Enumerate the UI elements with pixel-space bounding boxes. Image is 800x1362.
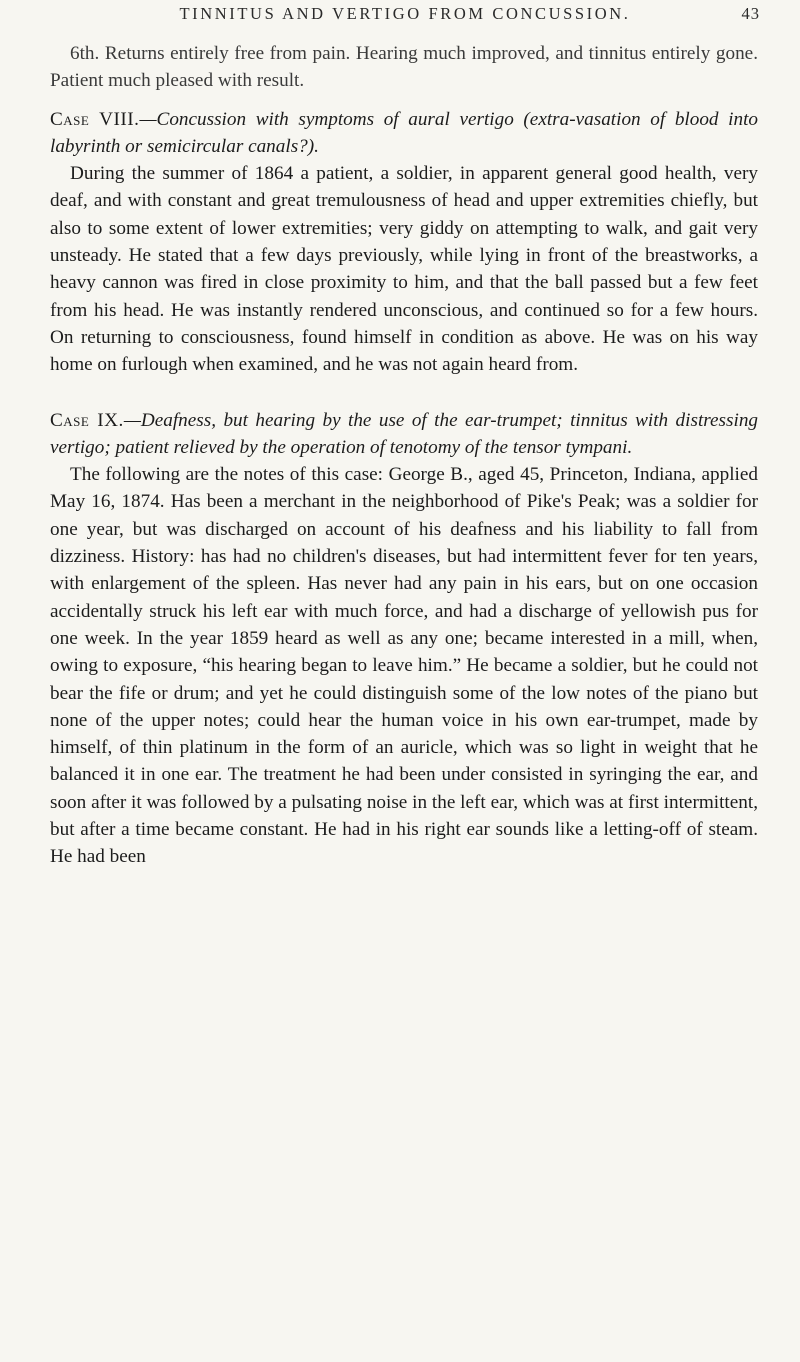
paragraph-case7-conclusion: 6th. Returns entirely free from pain. Hearing much improved, and tinnitus entirely gone. Patient much pleased with result.: [50, 43, 758, 92]
case-8-heading: [50, 106, 758, 161]
case-8-body: During the summer of 1864 a patient, a soldier, in apparent general good health, very deaf, and with constant and great tremulousness of head and upper extremities chiefly, but also to some extent of lower extremities; very giddy on attempting to walk, and gait very unsteady. He stated that a few days previously, while lying in front of the breastworks, a heavy cannon was fired in close proximity to him, and that the ball passed but a few feet from his head. He was instantly rendered unconscious, and continued so for a few hours. On returning to consciousness, found himself in condition as above. He was on his way home on furlough when examined, and he was not again heard from.: [50, 163, 758, 376]
body-text: [50, 40, 758, 871]
case-8-label: Case VIII.: [50, 108, 140, 130]
running-head: [50, 4, 760, 32]
case-9-body: The following are the notes of this case: George B., aged 45, Princeton, Indiana, applied May 16, 1874. Has been a merchant in the neighborhood of Pike's Peak; was a soldier for one year, but was discharged on account of his deafness and his liability to fall from dizziness. History: has had no children's diseases, but had intermittent fever for ten years, with enlargement of the spleen. Has never had any pain in his ears, but on one occasion accidentally struck his left ear with much force, and had a discharge of yellowish pus for one week. In the year 1859 heard as well as any one; became interested in a mill, when, owing to exposure, “his hearing began to leave him.” He became a soldier, but he could not bear the fife or drum; and yet he could distinguish some of the low notes of the piano but none of the upper notes; could hear the human voice in his own ear-trumpet, made by himself, of thin platinum in the form of an auricle, which was so light in weight that he balanced it in one ear. The treatment he had been under consisted in syringing the ear, and soon after it was followed by a pulsating noise in the left ear, which was at first intermittent, but after a time became constant. He had in his right ear sounds like a letting-off of steam. He had been: [50, 464, 758, 868]
case-9-title: —Deafness, but hearing by the use of the ear-trumpet; tinnitus with distressing vertigo; patient relieved by the operation of tenotomy of the tensor tympani.: [50, 409, 759, 458]
case-9-label: Case IX.: [50, 409, 124, 431]
page-number: 43: [741, 4, 760, 23]
case-8-title: —Concussion with symptoms of aural vertigo (extra-vasation of blood into labyrinth or semicircular canals?).: [50, 108, 758, 157]
case-9-heading: [50, 407, 758, 462]
running-head-title: TINNITUS AND VERTIGO FROM CONCUSSION.: [179, 4, 631, 23]
